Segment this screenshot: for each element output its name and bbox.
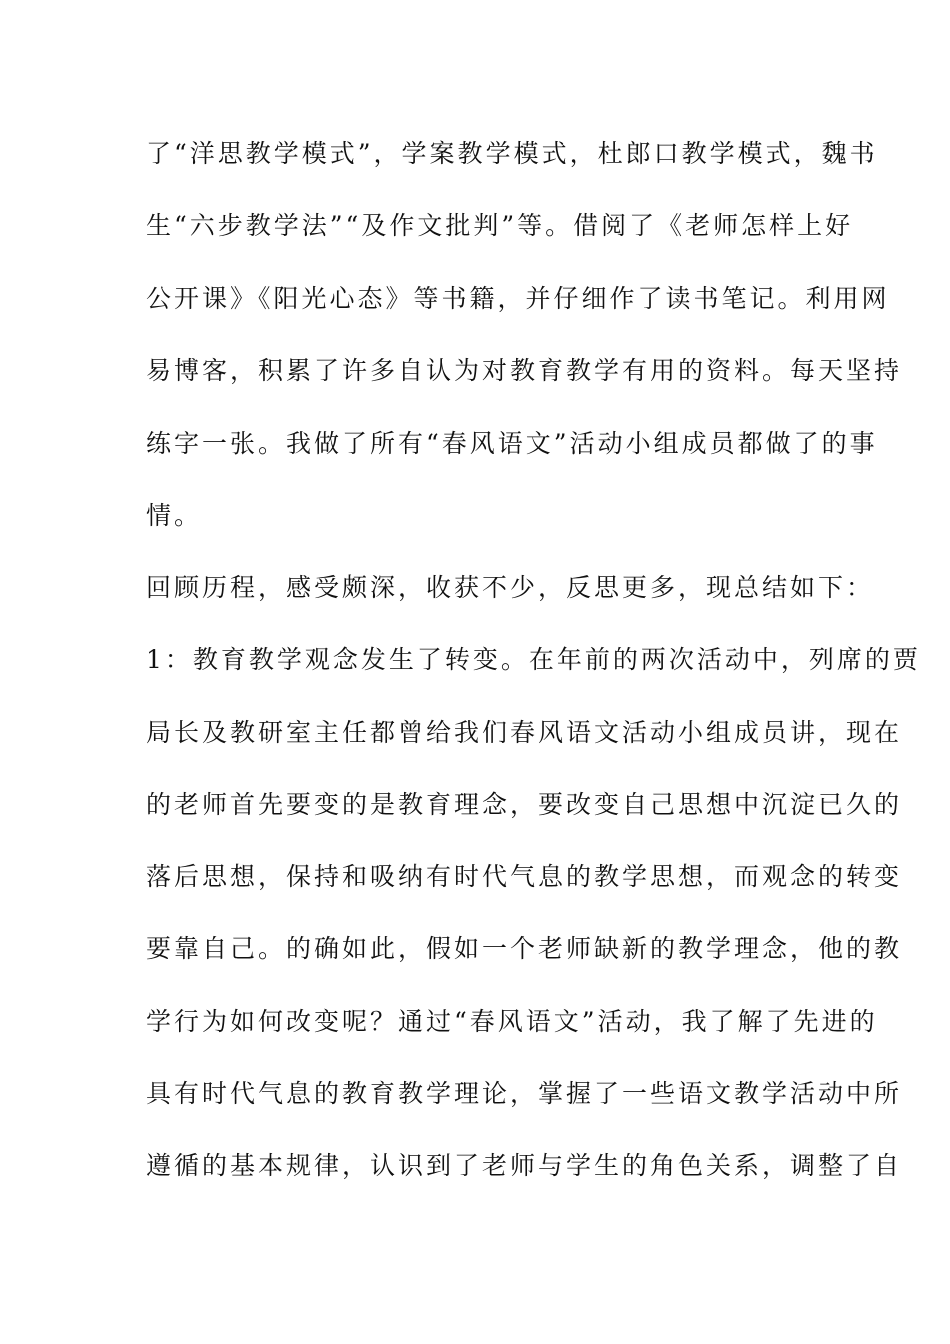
text-line: 回顾历程，感受颇深，收获不少，反思更多，现总结如下：	[146, 573, 875, 602]
text-line: 的老师首先要变的是教育理念，要改变自己思想中沉淀已久的	[146, 790, 903, 819]
text-line: 遵循的基本规律，认识到了老师与学生的角色关系，调整了自	[146, 1151, 903, 1180]
text-line: 练字一张。我做了所有“春风语文”活动小组成员都做了的事	[146, 429, 878, 458]
text-line: 要靠自己。的确如此，假如一个老师缺新的教学理念，他的教	[146, 934, 903, 963]
text-line: 情。	[146, 501, 203, 530]
text-line: 具有时代气息的教育教学理论，掌握了一些语文教学活动中所	[146, 1079, 903, 1108]
text-line: 易博客，积累了许多自认为对教育教学有用的资料。每天坚持	[146, 356, 903, 385]
text-line: 了“洋思教学模式”，学案教学模式，杜郎口教学模式，魏书	[146, 139, 878, 168]
text-line: 生“六步教学法”“及作文批判”等。借阅了《老师怎样上好	[146, 211, 854, 240]
text-line: 局长及教研室主任都曾给我们春风语文活动小组成员讲，现在	[146, 718, 903, 747]
text-line: 公开课》《阳光心态》等书籍，并仔细作了读书笔记。利用网	[146, 284, 890, 313]
text-line: 落后思想，保持和吸纳有时代气息的教学思想，而观念的转变	[146, 862, 903, 891]
text-line: 1：教育教学观念发生了转变。在年前的两次活动中，列席的贾	[146, 645, 921, 674]
text-line: 学行为如何改变呢？通过“春风语文”活动，我了解了先进的	[146, 1007, 878, 1036]
